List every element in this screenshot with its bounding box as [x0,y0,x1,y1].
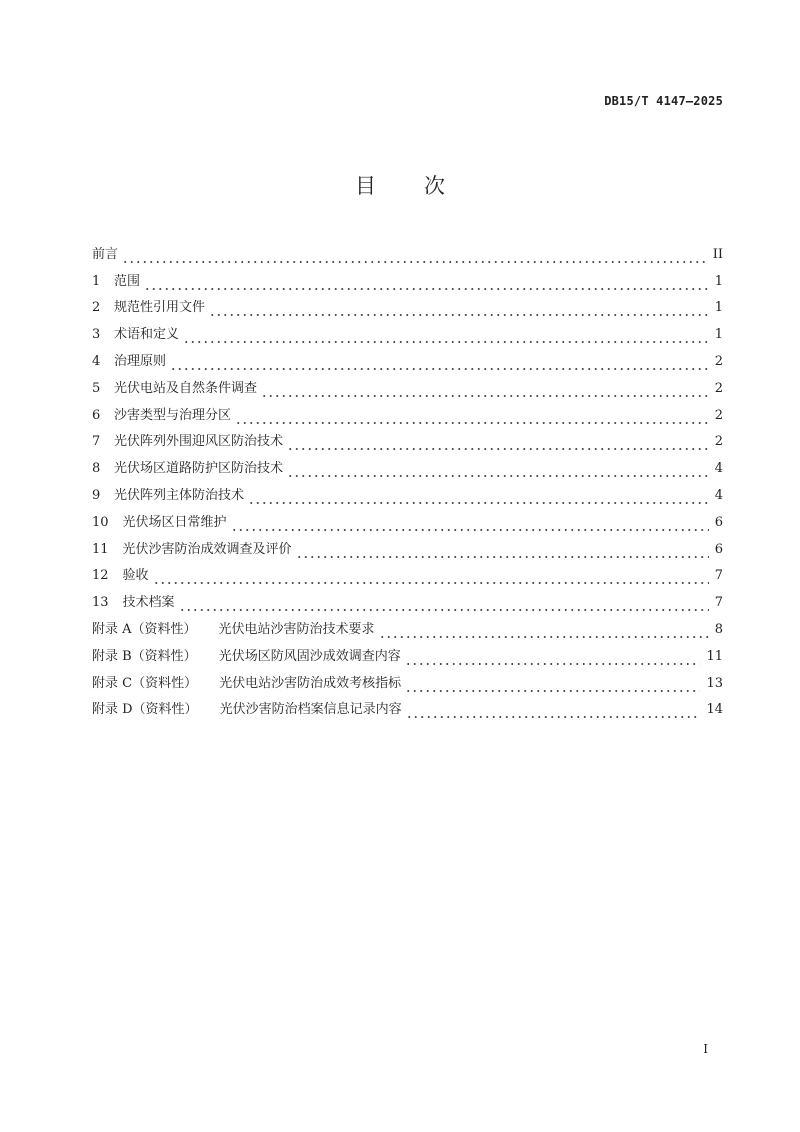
dot-leader [209,296,709,320]
entry-page-number: 2 [714,353,723,369]
entry-page-number: 1 [714,327,723,343]
toc-entry[interactable] [92,240,723,267]
dot-leader [179,591,709,615]
section-number: 10 [92,514,109,530]
entry-title: 规范性引用文件 [114,300,206,316]
entry-page-number: 4 [714,487,723,503]
dot-leader [183,323,709,347]
section-number: 5 [92,380,101,396]
entry-page-number: 7 [714,568,723,584]
entry-title: 光伏阵列外围迎风区防治技术 [114,434,284,450]
toc-entry[interactable] [92,508,723,535]
dot-leader [287,457,709,481]
entry-page-number: 14 [706,702,723,718]
entry-title: 光伏阵列主体防治技术 [114,487,245,503]
entry-page-number: 6 [714,541,723,557]
toc-entry[interactable] [92,481,723,508]
toc-entry[interactable] [92,562,723,589]
entry-title: 光伏电站沙害防治成效考核指标 [219,675,402,691]
entry-title: 验收 [122,568,149,584]
entry-page-number: 2 [714,407,723,423]
dot-leader [144,270,709,294]
entry-page-number: 4 [714,461,723,477]
entry-title: 光伏场区防风固沙成效调查内容 [218,648,401,664]
section-number: 7 [92,434,101,450]
section-number: 13 [92,595,109,611]
entry-title: 治理原则 [114,353,167,369]
section-number: 4 [92,353,101,369]
dot-leader [405,645,701,669]
page-title [0,170,800,200]
dot-leader [122,243,707,267]
section-number: 3 [92,327,101,343]
dot-leader [406,698,701,722]
appendix-label: 附录 A（资料性） [92,621,197,637]
entry-title: 光伏场区道路防护区防治技术 [114,461,284,477]
entry-page-number: 6 [714,514,723,530]
dot-leader [248,484,709,508]
toc-appendix-entry[interactable] [92,642,723,669]
section-number: 6 [92,407,101,423]
toc-entry[interactable] [92,267,723,294]
dot-leader [261,377,709,401]
entry-title: 光伏沙害防治成效调查及评价 [122,541,292,557]
toc-entry[interactable] [92,401,723,428]
entry-title: 前言 [92,246,119,262]
toc-entry[interactable] [92,428,723,455]
entry-title: 光伏电站沙害防治技术要求 [218,621,375,637]
appendix-label: 附录 B（资料性） [92,648,197,664]
entry-title: 光伏电站及自然条件调查 [114,380,258,396]
title-char: 次 [424,174,445,198]
toc-entry[interactable] [92,454,723,481]
toc-appendix-entry[interactable] [92,615,723,642]
document-id: DB15/T 4147—2025 [604,94,723,108]
dot-leader [170,350,709,374]
dot-leader [379,618,709,642]
entry-page-number: 8 [714,621,723,637]
toc-entry[interactable] [92,374,723,401]
entry-title: 光伏沙害防治档案信息记录内容 [219,702,402,718]
section-number: 12 [92,568,109,584]
entry-page-number: 2 [714,434,723,450]
entry-page-number: 1 [714,300,723,316]
entry-title: 范围 [114,273,141,289]
dot-leader [296,538,709,562]
entry-page-number: 13 [706,675,723,691]
dot-leader [231,511,709,535]
entry-page-number: 7 [714,595,723,611]
page-number: I [703,1042,708,1056]
entry-page-number: 1 [714,273,723,289]
toc-entry[interactable] [92,320,723,347]
entry-title: 光伏场区日常维护 [122,514,227,530]
table-of-contents [92,240,723,722]
section-number: 8 [92,461,101,477]
dot-leader [405,672,700,696]
section-number: 9 [92,487,101,503]
entry-page-number: 2 [714,380,723,396]
entry-title: 技术档案 [122,595,175,611]
dot-leader [287,430,709,454]
title-char: 目 [355,174,376,198]
appendix-label: 附录 D（资料性） [92,702,198,718]
toc-entry[interactable] [92,588,723,615]
toc-appendix-entry[interactable] [92,669,723,696]
entry-title: 沙害类型与治理分区 [114,407,232,423]
section-number: 1 [92,273,101,289]
section-number: 11 [92,541,109,557]
toc-entry[interactable] [92,347,723,374]
toc-entry[interactable] [92,535,723,562]
toc-entry[interactable] [92,294,723,321]
entry-title: 术语和定义 [114,327,180,343]
dot-leader [153,564,709,588]
dot-leader [235,404,709,428]
appendix-label: 附录 C（资料性） [92,675,198,691]
entry-page-number: 11 [706,648,723,664]
section-number: 2 [92,300,101,316]
toc-appendix-entry[interactable] [92,696,723,723]
entry-page-number: II [712,246,723,262]
